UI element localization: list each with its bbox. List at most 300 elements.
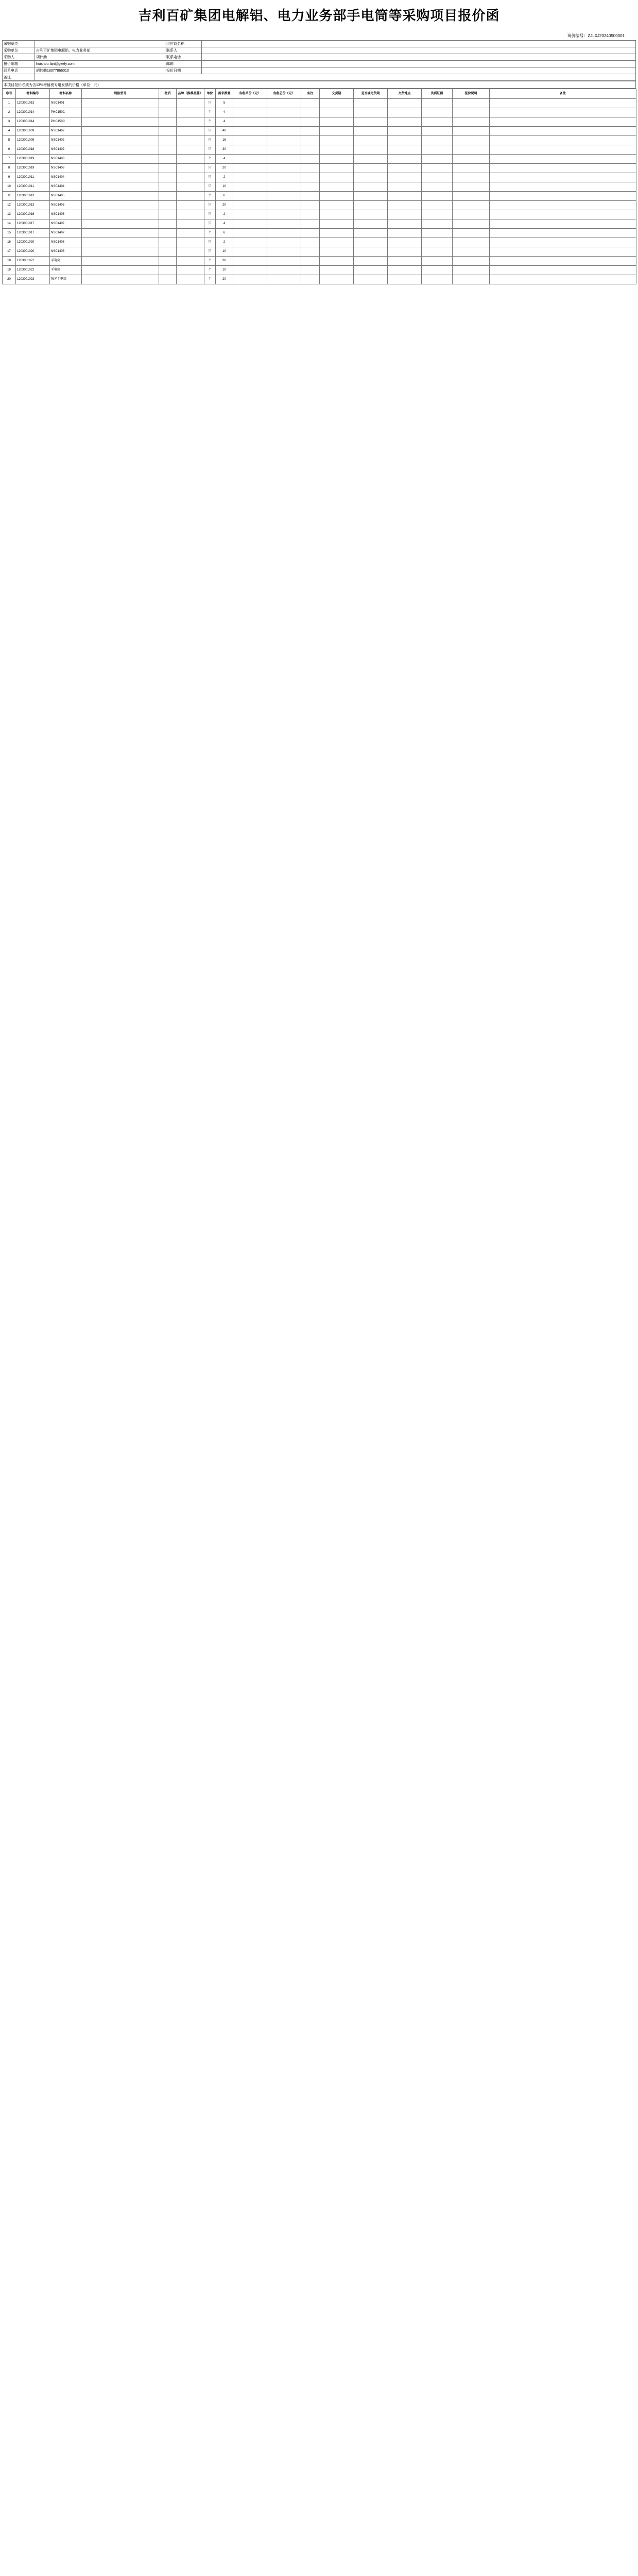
cell-brand [177,192,204,201]
cell-delivery[interactable] [320,238,354,247]
cell-delivery-ok[interactable] [354,127,388,136]
cell-material-code: 1203001013 [16,201,50,210]
cell-delivery[interactable] [320,117,354,127]
cell-delivery[interactable] [320,145,354,155]
cell-index: 15 [3,229,16,238]
cell-license [422,173,453,182]
cell-spec [82,127,159,136]
header-qty: 需求数量 [216,89,233,99]
cell-index: 6 [3,145,16,155]
cell-unit: 只 [204,127,216,136]
cell-delivery-place [388,257,422,266]
cell-note [490,99,636,108]
cell-delivery[interactable] [320,99,354,108]
cell-note [490,238,636,247]
cell-qty: 2 [216,238,233,247]
cell-delivery-place [388,117,422,127]
cell-remark [301,201,320,210]
cell-delivery[interactable] [320,182,354,192]
cell-license [422,182,453,192]
cell-note [490,145,636,155]
cell-quote-note[interactable] [453,117,490,127]
cell-quote-note[interactable] [453,173,490,182]
cell-quote-note[interactable] [453,275,490,284]
cell-total-price[interactable] [267,275,301,284]
cell-brand [177,155,204,164]
cell-material-code: 1203001023 [16,275,50,284]
table-row [3,238,636,247]
cell-material-code: 1203001009 [16,136,50,145]
cell-quote-note[interactable] [453,219,490,229]
cell-material [159,99,177,108]
table-row [3,182,636,192]
cell-unit-price[interactable] [233,238,267,247]
cell-remark [301,127,320,136]
cell-quote-note[interactable] [453,210,490,219]
cell-material [159,266,177,275]
cell-qty: 4 [216,117,233,127]
supplier-label: 供应商名称 [165,41,202,47]
cell-material [159,229,177,238]
page-title: 吉利百矿集团电解铝、电力业务部手电筒等采购项目报价函 [138,8,500,24]
cell-brand [177,136,204,145]
cell-brand [177,229,204,238]
cell-note [490,219,636,229]
cell-material-name: NSC1405 [50,192,82,201]
cell-material [159,127,177,136]
cell-qty: 40 [216,127,233,136]
cell-delivery-ok[interactable] [354,275,388,284]
cell-qty: 6 [216,229,233,238]
cell-material-code: 1203001009 [16,127,50,136]
cell-total-price[interactable] [267,145,301,155]
cell-license [422,145,453,155]
cell-material-name: PHC150C [50,108,82,117]
cell-material-code: 1203001020 [16,238,50,247]
cell-unit-price[interactable] [233,247,267,257]
email-label: 报价邮箱 [3,61,35,67]
cell-total-price[interactable] [267,201,301,210]
cell-license [422,108,453,117]
cell-quote-note[interactable] [453,127,490,136]
header-delivery-ok: 是否满足货期 [354,89,388,99]
cell-material [159,275,177,284]
cell-material-name: 手电筒 [50,257,82,266]
cell-unit: 个 [204,275,216,284]
header-delivery-place: 交货地点 [388,89,422,99]
unit-label: 采购单位 [3,47,35,54]
cell-quote-note[interactable] [453,257,490,266]
cell-material [159,238,177,247]
cell-total-price[interactable] [267,247,301,257]
person-value: 胡伟勤 [35,54,165,61]
cell-qty: 20 [216,164,233,173]
cell-remark [301,257,320,266]
cell-remark [301,229,320,238]
cell-delivery-ok[interactable] [354,247,388,257]
cell-material [159,247,177,257]
cell-material-code: 1203001019 [16,155,50,164]
cell-license [422,266,453,275]
cell-delivery-ok[interactable] [354,155,388,164]
cell-delivery[interactable] [320,164,354,173]
cell-unit-price[interactable] [233,164,267,173]
cell-delivery[interactable] [320,127,354,136]
cell-material [159,201,177,210]
cell-unit: 个 [204,192,216,201]
cell-license [422,275,453,284]
header-license: 资质证照 [422,89,453,99]
cell-license [422,164,453,173]
cell-delivery-ok[interactable] [354,136,388,145]
header-quote-note: 报价说明 [453,89,490,99]
cell-note [490,155,636,164]
cell-license [422,210,453,219]
cell-total-price[interactable] [267,266,301,275]
buyer-value[interactable] [35,41,165,47]
note-table [2,81,636,89]
cell-material [159,117,177,127]
cell-delivery[interactable] [320,201,354,210]
cell-total-price[interactable] [267,117,301,127]
cell-material-name: NSC1402 [50,127,82,136]
mail-value[interactable] [202,61,636,67]
cell-spec [82,145,159,155]
cell-material [159,145,177,155]
cell-delivery-ok[interactable] [354,192,388,201]
cell-delivery-ok[interactable] [354,201,388,210]
quotation-sheet [2,0,636,284]
cell-note [490,192,636,201]
cell-material-code: 1203001019 [16,164,50,173]
cell-unit: 个 [204,108,216,117]
cell-unit-price[interactable] [233,182,267,192]
cell-delivery-place [388,164,422,173]
cell-quote-note[interactable] [453,229,490,238]
cell-index: 11 [3,192,16,201]
cell-index: 12 [3,201,16,210]
cell-remark [301,145,320,155]
cell-delivery-place [388,201,422,210]
cell-total-price[interactable] [267,155,301,164]
header-unit-price: 含税单价（元） [233,89,267,99]
cell-material-name: NSC1404 [50,173,82,182]
cell-delivery-ok[interactable] [354,210,388,219]
cell-unit-price[interactable] [233,266,267,275]
cell-delivery[interactable] [320,210,354,219]
table-row [3,127,636,136]
cell-total-price[interactable] [267,108,301,117]
cell-remark [301,99,320,108]
cell-delivery-place [388,229,422,238]
cell-material-code: 1203001011 [16,173,50,182]
cell-delivery-place [388,182,422,192]
cell-unit: 个 [204,155,216,164]
cell-material [159,182,177,192]
cell-material-code: 1203001011 [16,182,50,192]
cell-material-code: 1203001013 [16,99,50,108]
cell-qty: 16 [216,136,233,145]
cell-material [159,108,177,117]
cell-material [159,210,177,219]
cell-quote-note[interactable] [453,266,490,275]
cell-unit: 只 [204,164,216,173]
cell-unit-price[interactable] [233,99,267,108]
cell-remark [301,155,320,164]
cell-delivery[interactable] [320,155,354,164]
header-delivery: 交货期 [320,89,354,99]
cell-remark [301,136,320,145]
cell-spec [82,210,159,219]
cell-unit-price[interactable] [233,136,267,145]
cell-total-price[interactable] [267,127,301,136]
cell-delivery-ok[interactable] [354,229,388,238]
cell-brand [177,219,204,229]
cell-unit-price[interactable] [233,155,267,164]
cell-delivery[interactable] [320,173,354,182]
table-row [3,275,636,284]
cell-total-price[interactable] [267,219,301,229]
cell-delivery-ok[interactable] [354,219,388,229]
cell-delivery-ok[interactable] [354,173,388,182]
cell-delivery-place [388,219,422,229]
cell-delivery-place [388,155,422,164]
cell-material-name: NSC1406 [50,210,82,219]
cell-note [490,210,636,219]
cell-material [159,136,177,145]
cell-note [490,108,636,117]
cell-brand [177,99,204,108]
cell-quote-note[interactable] [453,247,490,257]
cell-brand [177,127,204,136]
cell-delivery-place [388,210,422,219]
cell-unit-price[interactable] [233,173,267,182]
table-row [3,164,636,173]
cell-unit: 只 [204,201,216,210]
cell-unit-price[interactable] [233,127,267,136]
cell-material-name: NSC1403 [50,155,82,164]
header-index: 序号 [3,89,16,99]
cell-total-price[interactable] [267,99,301,108]
phone-label: 联系电话 [165,54,202,61]
cell-total-price[interactable] [267,173,301,182]
cell-quote-note[interactable] [453,136,490,145]
cell-quote-note[interactable] [453,164,490,173]
cell-total-price[interactable] [267,229,301,238]
cell-remark [301,247,320,257]
cell-unit-price[interactable] [233,219,267,229]
cell-spec [82,266,159,275]
cell-total-price[interactable] [267,192,301,201]
contact-value[interactable] [202,47,636,54]
supplier-value[interactable] [202,41,636,47]
cell-quote-note[interactable] [453,238,490,247]
cell-unit: 只 [204,247,216,257]
cell-brand [177,173,204,182]
cell-spec [82,275,159,284]
cell-license [422,201,453,210]
cell-license [422,127,453,136]
cell-spec [82,257,159,266]
cell-qty: 4 [216,155,233,164]
cell-unit-price[interactable] [233,108,267,117]
cell-delivery[interactable] [320,108,354,117]
cell-spec [82,108,159,117]
cell-delivery[interactable] [320,192,354,201]
cell-delivery-ok[interactable] [354,145,388,155]
table-row [3,117,636,127]
cell-delivery-place [388,173,422,182]
table-row [3,229,636,238]
cell-remark [301,219,320,229]
cell-quote-note[interactable] [453,108,490,117]
cell-unit: 只 [204,136,216,145]
cell-unit-price[interactable] [233,117,267,127]
cell-material-name: NSC1401 [50,99,82,108]
cell-total-price[interactable] [267,164,301,173]
cell-remark [301,266,320,275]
cell-delivery-ok[interactable] [354,164,388,173]
cell-index: 5 [3,136,16,145]
header-unit: 单位 [204,89,216,99]
cell-material [159,192,177,201]
cell-index: 4 [3,127,16,136]
cell-delivery[interactable] [320,247,354,257]
cell-material-name: PHC150C [50,117,82,127]
cell-delivery-ok[interactable] [354,257,388,266]
cell-total-price[interactable] [267,210,301,219]
cell-delivery-ok[interactable] [354,266,388,275]
cell-unit: 只 [204,238,216,247]
table-row [3,201,636,210]
cell-note [490,229,636,238]
table-row [3,173,636,182]
tel-label: 联系电话 [3,67,35,74]
table-row [3,108,636,117]
cell-quote-note[interactable] [453,155,490,164]
cell-remark [301,164,320,173]
cell-license [422,238,453,247]
cell-index: 7 [3,155,16,164]
contact-label: 联系人 [165,47,202,54]
doc-number-row [2,32,636,40]
cell-delivery[interactable] [320,275,354,284]
cell-quote-note[interactable] [453,99,490,108]
cell-delivery[interactable] [320,229,354,238]
header-spec: 规格型号 [82,89,159,99]
cell-note [490,201,636,210]
items-header-row [3,89,636,99]
cell-quote-note[interactable] [453,201,490,210]
cell-unit: 个 [204,229,216,238]
cell-unit-price[interactable] [233,257,267,266]
cell-delivery[interactable] [320,257,354,266]
cell-delivery[interactable] [320,136,354,145]
cell-brand [177,182,204,192]
cell-index: 2 [3,108,16,117]
cell-qty: 10 [216,247,233,257]
cell-remark [301,108,320,117]
cell-qty: 6 [216,192,233,201]
cell-note [490,247,636,257]
cell-index: 1 [3,99,16,108]
cell-index: 16 [3,238,16,247]
unit-value: 吉利百矿集团电解铝、电力业务部 [35,47,165,54]
cell-material-code: 1203001014 [16,117,50,127]
info-table [2,40,636,81]
cell-license [422,257,453,266]
cell-material-name: NSC1402 [50,136,82,145]
cell-quote-note[interactable] [453,192,490,201]
cell-qty: 2 [216,210,233,219]
cell-remark [301,117,320,127]
cell-brand [177,238,204,247]
cell-material-code: 1203001021 [16,257,50,266]
cell-total-price[interactable] [267,257,301,266]
cell-license [422,155,453,164]
cell-material-code: 1203001017 [16,229,50,238]
cell-index: 10 [3,182,16,192]
cell-unit-price[interactable] [233,275,267,284]
cell-license [422,117,453,127]
cell-spec [82,229,159,238]
cell-delivery-ok[interactable] [354,238,388,247]
cell-total-price[interactable] [267,238,301,247]
cell-total-price[interactable] [267,182,301,192]
cell-unit-price[interactable] [233,145,267,155]
cell-delivery-ok[interactable] [354,108,388,117]
date-value[interactable] [202,67,636,74]
cell-license [422,136,453,145]
cell-delivery-ok[interactable] [354,182,388,192]
cell-spec [82,164,159,173]
cell-delivery-ok[interactable] [354,99,388,108]
table-row [3,219,636,229]
cell-unit-price[interactable] [233,201,267,210]
email-value: huishou.fan@geely.com [35,61,165,67]
cell-spec [82,99,159,108]
cell-quote-note[interactable] [453,145,490,155]
cell-index: 8 [3,164,16,173]
cell-brand [177,108,204,117]
cell-unit: 只 [204,219,216,229]
tel-value: 胡伟勤18077866010 [35,67,165,74]
doc-number: 询价编号：ZJLXJ20240500001 [567,33,625,38]
remark-value[interactable] [35,74,636,81]
cell-spec [82,238,159,247]
cell-delivery[interactable] [320,219,354,229]
cell-delivery-ok[interactable] [354,117,388,127]
header-note: 备注 [490,89,636,99]
cell-spec [82,136,159,145]
cell-unit: 只 [204,173,216,182]
cell-quote-note[interactable] [453,182,490,192]
cell-index: 19 [3,266,16,275]
cell-delivery[interactable] [320,266,354,275]
cell-license [422,99,453,108]
cell-total-price[interactable] [267,136,301,145]
cell-unit-price[interactable] [233,229,267,238]
cell-unit-price[interactable] [233,192,267,201]
table-row [3,192,636,201]
table-row [3,257,636,266]
phone-value[interactable] [202,54,636,61]
cell-material [159,257,177,266]
cell-material-code: 1203001017 [16,219,50,229]
cell-remark [301,238,320,247]
cell-brand [177,275,204,284]
cell-unit-price[interactable] [233,210,267,219]
